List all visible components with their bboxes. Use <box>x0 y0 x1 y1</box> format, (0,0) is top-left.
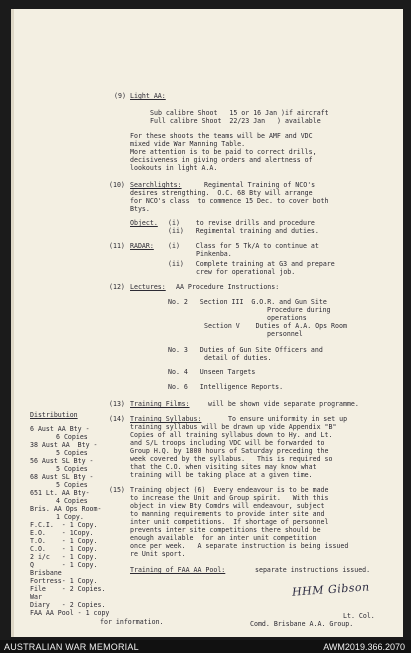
section-9-line: Full calibre Shoot 22/23 Jan ) available <box>150 117 321 125</box>
distribution-item: 68 Aust SL Bty - <box>30 473 94 481</box>
distribution-item: Brisbane <box>30 569 62 577</box>
radar-item: (ii) Complete training at G3 and prepare <box>168 260 335 268</box>
distribution-item: C.O. - 1 Copy. <box>30 545 98 553</box>
section-14-line: and S/L troops including VDC will be forwarded to <box>130 439 325 447</box>
object-item: (ii) Regimental training and duties. <box>168 227 319 235</box>
section-10-line: Regimental Training of NCO's <box>204 181 316 189</box>
footer-accession-number: AWM2019.366.2070 <box>323 642 405 652</box>
radar-item: crew for operational job. <box>196 268 296 276</box>
section-15-number: (15) <box>109 486 125 494</box>
section-9-paragraph: More attention is to be paid to correct drills, <box>130 148 317 156</box>
radar-item: Pinkenba. <box>196 250 232 258</box>
lecture-item: personnel <box>267 330 303 338</box>
object-title: Object. <box>130 219 158 227</box>
distribution-item: 5 Copies <box>56 465 88 473</box>
section-13-text: will be shown vide separate programme. <box>208 400 359 408</box>
lecture-item: No. 4 Unseen Targets <box>168 368 256 376</box>
section-10-number: (10) <box>109 181 125 189</box>
distribution-title: Distribution <box>30 411 78 419</box>
section-15-line: to increase the Unit and Group spirit. With this <box>130 494 329 502</box>
distribution-item: FAA AA Pool - 1 copy <box>30 609 110 617</box>
section-15-line: enough available for an inter unit competition <box>130 534 317 542</box>
section-14-line: week covered by the syllabus. This is required so <box>130 455 333 463</box>
section-12-number: (12) <box>109 283 125 291</box>
section-9-paragraph: mixed vide War Manning Table. <box>130 140 246 148</box>
section-10-line: Btys. <box>130 205 150 213</box>
distribution-item: 4 Copies <box>56 497 88 505</box>
section-11-title: RADAR: <box>130 242 154 250</box>
distribution-item: Q - 1 Copy. <box>30 561 98 569</box>
section-15-line: inter unit competitions. If shortage of personnel <box>130 518 329 526</box>
lecture-item: operations <box>267 314 307 322</box>
pool-text: separate instructions issued. <box>255 566 371 574</box>
lecture-item: Section V Duties of A.A. Ops Room <box>204 322 347 330</box>
signatory-rank: Lt. Col. <box>343 612 375 620</box>
pool-title: Training of FAA AA Pool: <box>130 566 226 574</box>
section-14-number: (14) <box>109 415 125 423</box>
signatory-command: Comd. Brisbane A.A. Group. <box>250 620 354 628</box>
section-14-line: training syllabus will be drawn up vide Appendix "B" <box>130 423 337 431</box>
object-item: (i) to revise drills and procedure <box>168 219 315 227</box>
distribution-item: for information. <box>100 618 164 626</box>
distribution-item: File - 2 Copies. <box>30 585 106 593</box>
section-9-paragraph: decisiveness in giving orders and alertness of <box>130 156 313 164</box>
lecture-item: Procedure during <box>267 306 331 314</box>
section-9-number: (9) <box>114 92 126 100</box>
section-15-line: Training object (6) Every endeavour is to be made <box>130 486 329 494</box>
distribution-item: Fortress- 1 Copy. <box>30 577 98 585</box>
section-13-title: Training Films: <box>130 400 190 408</box>
distribution-item: 6 Aust AA Bty - <box>30 425 90 433</box>
lecture-item: detail of duties. <box>204 354 272 362</box>
section-14-line: Group H.Q. by 1800 hours of Saturday preceding the <box>130 447 329 455</box>
lecture-item: No. 2 Section III G.O.R. and Gun Site <box>168 298 327 306</box>
section-12-title: Lectures: <box>130 283 166 291</box>
section-10-line: for NCO's class to commence 15 Dec. to cover both <box>130 197 329 205</box>
distribution-item: Bris. AA Ops Room- <box>30 505 102 513</box>
distribution-item: E.O. - 1Copy. <box>30 529 94 537</box>
section-14-title: Training Syllabus: <box>130 415 202 423</box>
section-9-line: Sub calibre Shoot 15 or 16 Jan )if aircraft <box>150 109 329 117</box>
section-13-number: (13) <box>109 400 125 408</box>
distribution-item: 5 Copies <box>56 449 88 457</box>
section-11-number: (11) <box>109 242 125 250</box>
section-15-line: object in view Bty Comdrs will endeavour, subject <box>130 502 325 510</box>
distribution-item: Diary - 2 Copies. <box>30 601 106 609</box>
signature: HHM Gibson <box>291 580 371 599</box>
distribution-item: F.C.I. - 1 Copy. <box>30 521 98 529</box>
section-10-line: desires strengthing. O.C. 68 Bty will arrange <box>130 189 313 197</box>
section-15-line: once per week. A separate instruction is being issued <box>130 542 349 550</box>
radar-item: (i) Class for 5 Tk/A to continue at <box>168 242 319 250</box>
section-9-title: Light AA: <box>130 92 166 100</box>
distribution-item: 1 Copy. <box>56 513 84 521</box>
section-15-line: prevents inter site competitions there should be <box>130 526 321 534</box>
distribution-item: 38 Aust AA Bty - <box>30 441 98 449</box>
section-14-line: that the C.O. when visiting sites may know what <box>130 463 317 471</box>
distribution-item: War <box>30 593 42 601</box>
distribution-item: 56 Aust SL Bty - <box>30 457 94 465</box>
section-9-paragraph: For these shoots the teams will be AMF and VDC <box>130 132 313 140</box>
lectures-heading: AA Procedure Instructions: <box>176 283 280 291</box>
lecture-item: No. 3 Duties of Gun Site Officers and <box>168 346 323 354</box>
section-14-line: To ensure uniformity in set up <box>228 415 348 423</box>
section-14-line: Copies of all training syllabus down to Hy. and Lt. <box>130 431 333 439</box>
section-10-title: Searchlights: <box>130 181 182 189</box>
section-9-paragraph: lookouts in light A.A. <box>130 164 218 172</box>
distribution-item: T.O. - 1 Copy. <box>30 537 98 545</box>
distribution-item: 5 Copies <box>56 481 88 489</box>
lecture-item: No. 6 Intelligence Reports. <box>168 383 284 391</box>
footer-credit: AUSTRALIAN WAR MEMORIAL <box>4 642 139 652</box>
section-15-line: re Unit sport. <box>130 550 186 558</box>
distribution-item: 651 Lt. AA Bty- <box>30 489 90 497</box>
distribution-item: 2 i/c - 1 Copy. <box>30 553 98 561</box>
section-14-line: training will be taking place at a given time. <box>130 471 313 479</box>
section-15-line: to manning requirements to provide inter site and <box>130 510 325 518</box>
distribution-item: 6 Copies <box>56 433 88 441</box>
